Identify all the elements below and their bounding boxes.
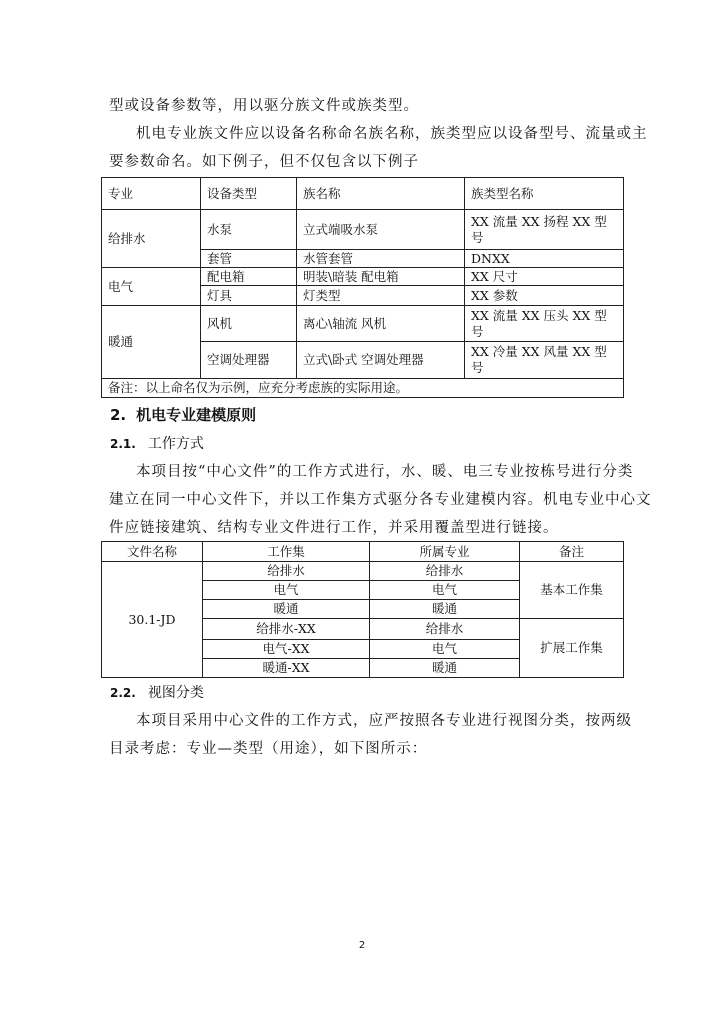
equipment-type-cell: 空调处理器: [201, 342, 297, 379]
section-2-1-line-3: 件应链接建筑、结构专业文件进行工作，并采用覆盖型进行链接。: [109, 520, 559, 536]
section-number: 2.2.: [110, 686, 136, 700]
header-cell: 所属专业: [370, 542, 520, 562]
family-name-cell: 立式端吸水泵: [297, 210, 465, 250]
workset-cell: 暖通: [203, 600, 370, 619]
family-name-cell: 明装\暗装 配电箱: [297, 268, 465, 286]
header-cell: 备注: [520, 542, 624, 562]
section-2-heading: [110, 404, 256, 425]
header-cell: 族名称: [297, 178, 465, 210]
section-2-1-heading: [110, 433, 204, 453]
type-name-cell: XX 参数: [465, 286, 624, 306]
discipline-cell: 电气: [102, 268, 201, 306]
equipment-type-cell: 风机: [201, 306, 297, 342]
type-name-cell: XX 冷量 XX 风量 XX 型号: [465, 342, 624, 379]
family-naming-table: [101, 177, 624, 398]
discipline-cell: 给排水: [102, 210, 201, 268]
section-title: 视图分类: [147, 685, 204, 701]
section-2-1-line-1: 本项目按“中心文件”的工作方式进行，水、暖、电三专业按栋号进行分类: [136, 464, 634, 480]
file-name-cell: 30.1-JD: [102, 562, 203, 678]
type-name-cell: XX 尺寸: [465, 268, 624, 286]
discipline-cell: 暖通: [102, 306, 201, 379]
discipline-cell: 电气: [370, 581, 520, 600]
workset-cell: 给排水: [203, 562, 370, 581]
intro-line-2: 机电专业族文件应以设备名称命名族名称，族类型应以设备型号、流量或主: [136, 126, 648, 142]
equipment-type-cell: 套管: [201, 250, 297, 268]
type-name-cell: XX 流量 XX 压头 XX 型号: [465, 306, 624, 342]
section-number: 2.: [110, 406, 127, 424]
equipment-type-cell: 配电箱: [201, 268, 297, 286]
workset-cell: 电气-XX: [203, 640, 370, 659]
note-cell: 扩展工作集: [520, 619, 624, 678]
section-2-2-heading: [110, 682, 204, 702]
table-note: 备注：以上命名仅为示例，应充分考虑族的实际用途。: [102, 379, 624, 398]
section-2-2-line-1: 本项目采用中心文件的工作方式，应严按照各专业进行视图分类，按两级: [136, 713, 632, 729]
family-name-cell: 灯类型: [297, 286, 465, 306]
type-name-cell: XX 流量 XX 扬程 XX 型号: [465, 210, 624, 250]
header-cell: 族类型名称: [465, 178, 624, 210]
workset-cell: 给排水-XX: [203, 619, 370, 640]
page-number: 2: [358, 940, 366, 951]
family-name-cell: 水管套管: [297, 250, 465, 268]
section-number: 2.1.: [110, 437, 136, 451]
equipment-type-cell: 水泵: [201, 210, 297, 250]
type-name-cell: DNXX: [465, 250, 624, 268]
discipline-cell: 给排水: [370, 619, 520, 640]
section-title: 工作方式: [147, 436, 204, 452]
header-cell: 专业: [102, 178, 201, 210]
discipline-cell: 给排水: [370, 562, 520, 581]
discipline-cell: 电气: [370, 640, 520, 659]
discipline-cell: 暖通: [370, 659, 520, 678]
intro-line-1: 型或设备参数等，用以驱分族文件或族类型。: [109, 98, 419, 114]
workset-table: [101, 541, 624, 678]
header-cell: 工作集: [203, 542, 370, 562]
family-name-cell: 离心\轴流 风机: [297, 306, 465, 342]
section-title: 机电专业建模原则: [136, 406, 257, 424]
discipline-cell: 暖通: [370, 600, 520, 619]
header-cell: 设备类型: [201, 178, 297, 210]
workset-cell: 电气: [203, 581, 370, 600]
intro-line-3: 要参数命名。如下例子，但不仅包含以下例子: [109, 154, 419, 170]
header-cell: 文件名称: [102, 542, 203, 562]
note-cell: 基本工作集: [520, 562, 624, 619]
section-2-2-line-2: 目录考虑：专业—类型（用途），如下图所示：: [109, 741, 428, 757]
workset-cell: 暖通-XX: [203, 659, 370, 678]
family-name-cell: 立式\卧式 空调处理器: [297, 342, 465, 379]
section-2-1-line-2: 建立在同一中心文件下，并以工作集方式驱分各专业建模内容。机电专业中心文: [109, 492, 652, 508]
equipment-type-cell: 灯具: [201, 286, 297, 306]
